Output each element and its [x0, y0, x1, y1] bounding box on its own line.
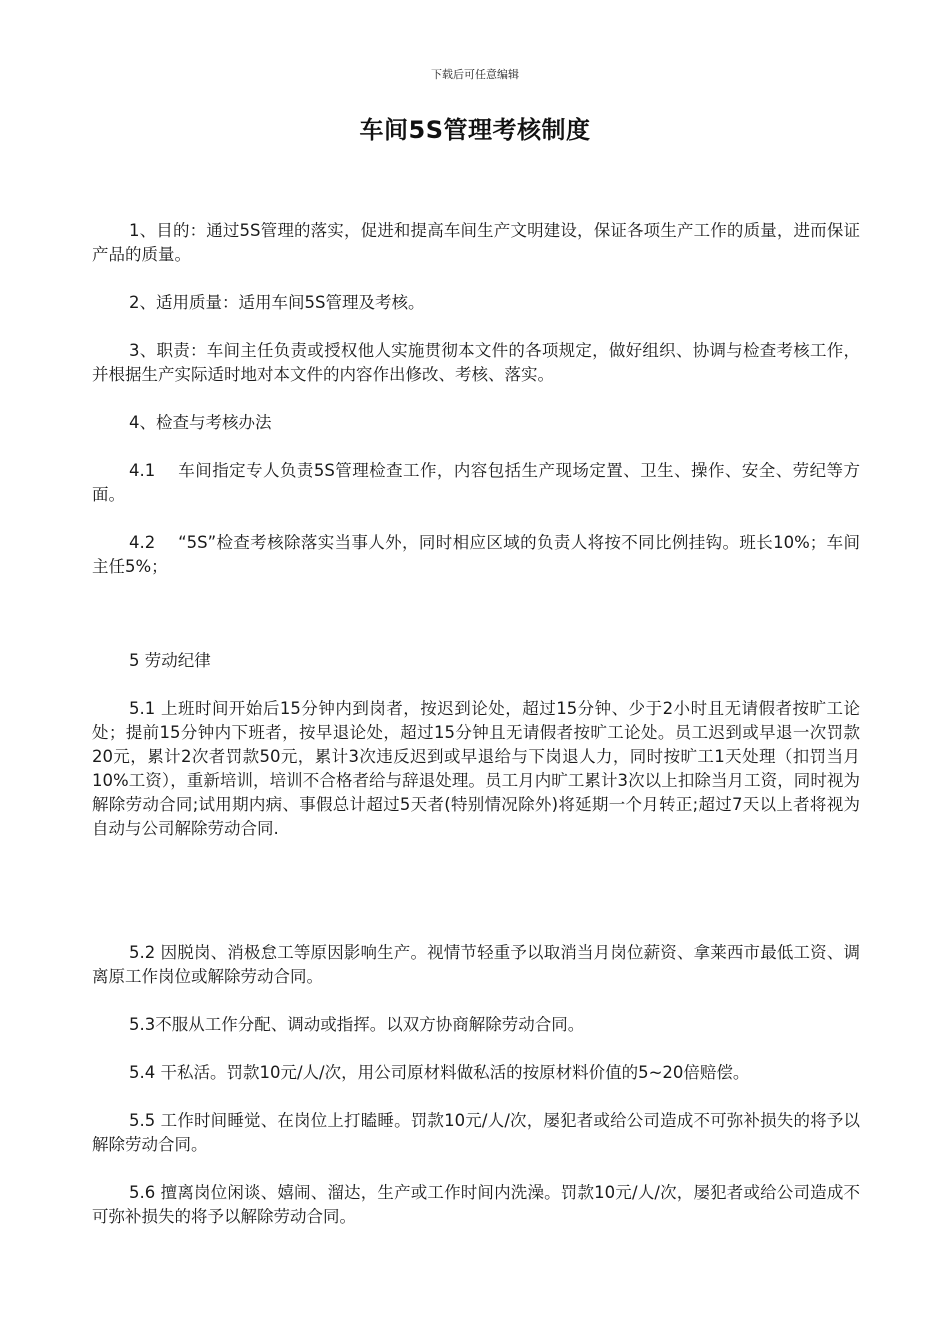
page-title: 车间5S管理考核制度 — [359, 116, 591, 144]
paragraph-5-4: 5.4 干私活。罚款10元/人/次，用公司原材料做私活的按原材料价值的5~20倍赔偿。 — [129, 1063, 750, 1082]
paragraph-section-4-heading: 4、检查与考核办法 — [129, 413, 272, 432]
paragraph-5-6: 5.6 擅离岗位闲谈、嬉闹、溜达，生产或工作时间内洗澡。罚款10元/人/次，屡犯者或给公司造成不可弥补损失的将予以解除劳动合同。 — [92, 1183, 860, 1226]
paragraph-responsibility: 3、职责：车间主任负责或授权他人实施贯彻本文件的各项规定，做好组织、协调与检查考核工作，并根据生产实际适时地对本文件的内容作出修改、考核、落实。 — [92, 341, 860, 384]
paragraph-4-1: 4.1 车间指定专人负责5S管理检查工作，内容包括生产现场定置、卫生、操作、安全、劳纪等方面。 — [92, 461, 860, 504]
paragraph-5-1: 5.1 上班时间开始后15分钟内到岗者，按迟到论处，超过15分钟、少于2小时且无请假者按旷工论处；提前15分钟内下班者，按早退论处，超过15分钟且无请假者按旷工论处。员工迟到或早退一次罚款20元，累计2次者罚款50元，累计3次违反迟到或早退给与下岗退人力，同时按旷工1天处理（扣罚当月10%工资），重新培训，培训不合格者给与辞退处理。员工月内旷工累计3次以上扣除当月工资，同时视为解除劳动合同;试用期内病、事假总计超过5天者(特别情况除外)将延期一个月转正;超过7天以上者将视为自动与公司解除劳动合同. — [92, 699, 860, 838]
paragraph-section-5-heading: 5 劳动纪律 — [129, 651, 211, 670]
header-note: 下载后可任意编辑 — [431, 68, 519, 81]
paragraph-5-5: 5.5 工作时间睡觉、在岗位上打瞌睡。罚款10元/人/次，屡犯者或给公司造成不可弥补损失的将予以解除劳动合同。 — [92, 1111, 860, 1154]
paragraph-scope: 2、适用质量：适用车间5S管理及考核。 — [129, 293, 425, 312]
paragraph-4-2: 4.2 “5S”检查考核除落实当事人外，同时相应区域的负责人将按不同比例挂钩。班长10%；车间主任5%； — [92, 533, 860, 576]
paragraph-5-3: 5.3不服从工作分配、调动或指挥。以双方协商解除劳动合同。 — [129, 1015, 585, 1034]
paragraph-purpose: 1、目的：通过5S管理的落实，促进和提高车间生产文明建设，保证各项生产工作的质量，进而保证产品的质量。 — [92, 221, 860, 264]
paragraph-5-2: 5.2 因脱岗、消极怠工等原因影响生产。视情节轻重予以取消当月岗位薪资、拿莱西市最低工资、调离原工作岗位或解除劳动合同。 — [92, 943, 860, 986]
